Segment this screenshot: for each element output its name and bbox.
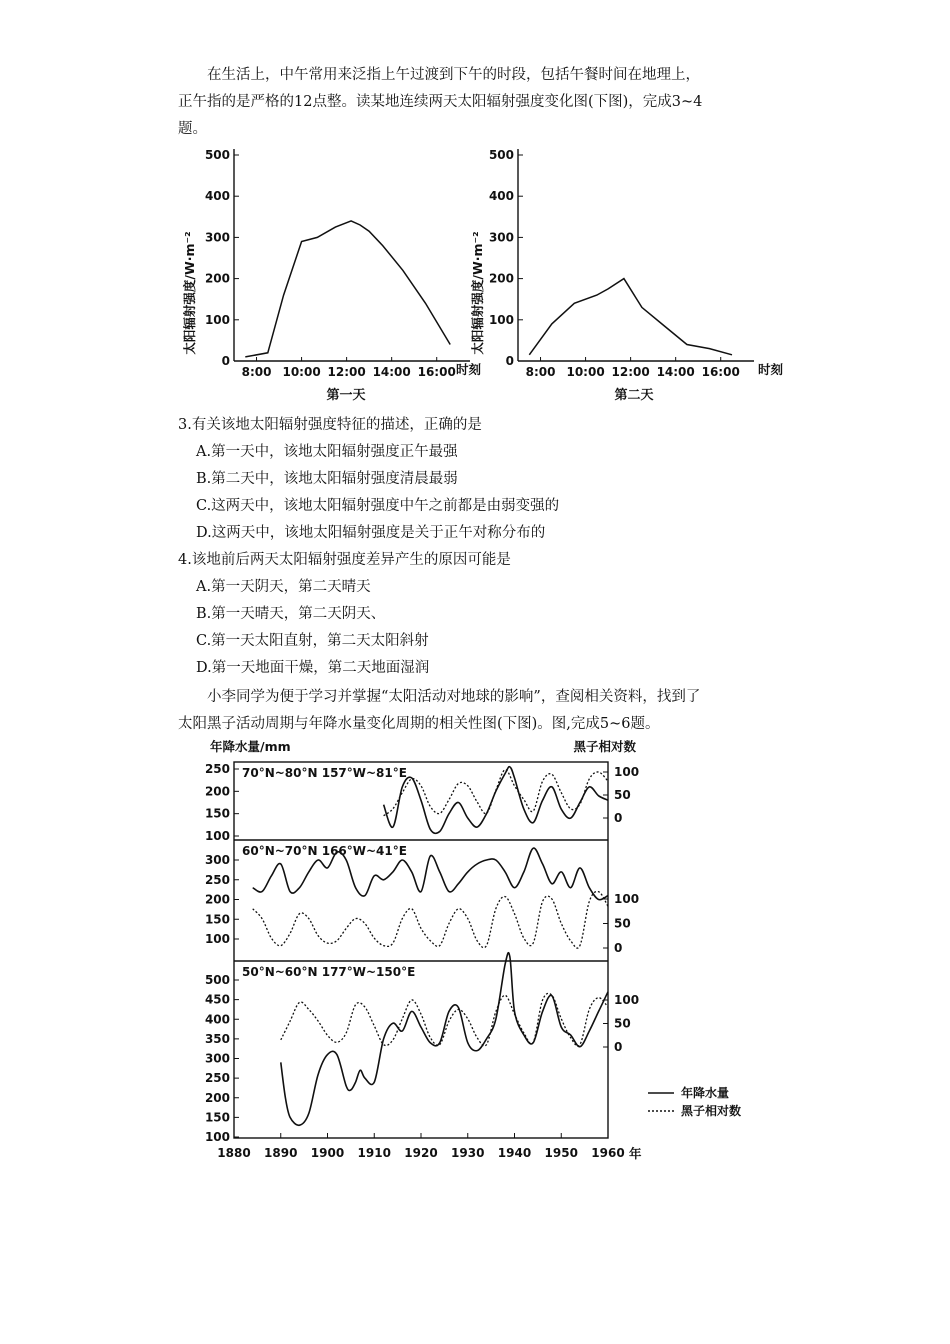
left-axis-title: 年降水量/mm	[210, 739, 291, 754]
para2-line-2: 太阳黑子活动周期与年降水量变化周期的相关性图(下图)。图,完成5~6题。	[178, 716, 660, 732]
day2-ylabel: 太阳辐射强度/W·m⁻²	[470, 231, 485, 355]
q4-option-d[interactable]: D.第一天地面干燥，第二天地面湿润	[196, 660, 430, 676]
panel3-left-tick-label: 200	[204, 1090, 230, 1105]
q3-stem: 3.有关该地太阳辐射强度特征的描述，正确的是	[178, 417, 482, 433]
panel3-left-tick-label: 350	[204, 1031, 230, 1046]
right-axis-title: 黑子相对数	[573, 739, 636, 754]
day2-y-tick-label: 0	[505, 354, 514, 368]
panel2-right-tick-label: 50	[614, 916, 631, 931]
plot-frame	[234, 762, 608, 1138]
day1-y-tick-label: 300	[204, 230, 230, 245]
day1-x-suffix: 时刻	[456, 362, 482, 377]
panel1-left-tick-label: 250	[204, 762, 230, 776]
panel2-left-tick-label: 300	[204, 853, 230, 867]
day1-x-tick-label: 16:00	[417, 365, 456, 379]
day1-caption: 第一天	[326, 388, 366, 403]
day2-x-suffix: 时刻	[758, 362, 784, 377]
solar-radiation-figure	[178, 143, 784, 408]
day2-x-tick-label: 10:00	[566, 365, 605, 379]
day2-caption: 第二天	[614, 388, 654, 403]
legend-sunspot-label: 黑子相对数	[681, 1104, 742, 1118]
day2-radiation-line	[529, 279, 732, 355]
day1-x-tick-label: 10:00	[282, 365, 321, 379]
panel1-left-tick-label: 150	[204, 806, 230, 821]
day1-y-tick-label: 200	[204, 271, 230, 286]
day1-y-tick-label: 500	[204, 148, 230, 162]
panel2-right-tick-label: 100	[614, 892, 640, 906]
x-tick-label: 1940	[497, 1146, 532, 1160]
x-tick-label: 1960	[591, 1146, 625, 1160]
panel3-left-tick-label: 450	[204, 992, 230, 1007]
intro-line-1: 在生活上，中午常用来泛指上午过渡到下午的时段，包括午餐时间在地理上，	[207, 67, 700, 83]
panel2-region-label: 60°N~70°N 166°W~41°E	[242, 844, 407, 858]
q3-option-c[interactable]: C.这两天中，该地太阳辐射强度中午之前都是由弱变强的	[196, 498, 560, 514]
day2-y-tick-label: 300	[488, 230, 514, 245]
day2-y-tick-label: 400	[488, 189, 514, 204]
panel3-left-tick-label: 300	[204, 1051, 230, 1066]
day1-x-tick-label: 14:00	[372, 365, 411, 379]
day2-x-tick-label: 8:00	[525, 365, 556, 379]
day2-x-tick-label: 16:00	[701, 365, 740, 379]
panel3-right-tick-label: 100	[614, 993, 640, 1007]
x-tick-label: 1890	[264, 1146, 298, 1160]
q4-option-b[interactable]: B.第一天晴天，第二天阴天、	[196, 606, 386, 622]
q3-option-a[interactable]: A.第一天中，该地太阳辐射强度正午最强	[196, 444, 458, 460]
panel2-right-tick-label: 0	[614, 941, 623, 955]
panel1-right-tick-label: 0	[614, 811, 623, 825]
q3-option-b[interactable]: B.第二天中，该地太阳辐射强度清晨最弱	[196, 471, 458, 487]
panel3-left-tick-label: 250	[204, 1071, 230, 1086]
x-tick-label: 1920	[404, 1146, 438, 1160]
x-tick-label: 1900	[310, 1146, 345, 1160]
day2-x-tick-label: 14:00	[656, 365, 695, 379]
day2-x-tick-label: 12:00	[611, 365, 650, 379]
panel2-left-tick-label: 150	[204, 912, 230, 927]
intro-line-3: 题。	[178, 121, 207, 137]
x-tick-label: 1910	[357, 1146, 391, 1160]
day2-y-tick-label: 200	[488, 271, 514, 286]
panel2-left-tick-label: 250	[204, 872, 230, 887]
day1-x-tick-label: 12:00	[327, 365, 366, 379]
day1-ylabel: 太阳辐射强度/W·m⁻²	[182, 231, 197, 355]
day1-y-tick-label: 100	[204, 312, 230, 327]
panel2-left-tick-label: 200	[204, 892, 230, 907]
x-tick-label: 1930	[451, 1146, 485, 1160]
panel1-precip-line	[384, 767, 608, 834]
panel3-left-tick-label: 500	[204, 973, 230, 987]
x-tick-label: 1880	[217, 1146, 251, 1160]
panel1-right-tick-label: 50	[614, 788, 631, 802]
panel3-right-tick-label: 50	[614, 1016, 631, 1031]
para2-line-1: 小李同学为便于学习并掌握“太阳活动对地球的影响”，查阅相关资料，找到了	[207, 689, 701, 705]
day1-radiation-line	[245, 221, 450, 357]
panel3-left-tick-label: 100	[204, 1130, 230, 1144]
q4-option-a[interactable]: A.第一天阴天，第二天晴天	[196, 579, 371, 595]
panel3-right-tick-label: 0	[614, 1040, 623, 1054]
panel2-sunspot-line	[253, 891, 608, 948]
q4-stem: 4.该地前后两天太阳辐射强度差异产生的原因可能是	[178, 552, 511, 568]
day1-y-tick-label: 0	[221, 354, 230, 368]
q4-option-c[interactable]: C.第一天太阳直射，第二天太阳斜射	[196, 633, 429, 649]
panel1-left-tick-label: 200	[204, 784, 230, 799]
day1-y-tick-label: 400	[204, 189, 230, 204]
panel1-left-tick-label: 100	[204, 829, 230, 843]
day2-y-tick-label: 500	[488, 148, 514, 162]
q3-option-d[interactable]: D.这两天中，该地太阳辐射强度是关于正午对称分布的	[196, 525, 546, 541]
legend-precip-label: 年降水量	[681, 1086, 730, 1100]
x-tick-label: 1950	[544, 1146, 578, 1160]
panel1-right-tick-label: 100	[614, 765, 640, 779]
panel3-left-tick-label: 400	[204, 1012, 230, 1027]
panel3-left-tick-label: 150	[204, 1110, 230, 1125]
panel2-left-tick-label: 100	[204, 932, 230, 946]
sunspot-precip-figure	[196, 736, 756, 1166]
panel1-region-label: 70°N~80°N 157°W~81°E	[242, 766, 407, 780]
day1-x-tick-label: 8:00	[241, 365, 272, 379]
panel3-region-label: 50°N~60°N 177°W~150°E	[242, 965, 416, 979]
intro-line-2: 正午指的是严格的12点整。读某地连续两天太阳辐射强度变化图(下图)，完成3~4	[178, 94, 703, 110]
x-unit: 年	[629, 1146, 642, 1161]
day2-y-tick-label: 100	[488, 312, 514, 327]
